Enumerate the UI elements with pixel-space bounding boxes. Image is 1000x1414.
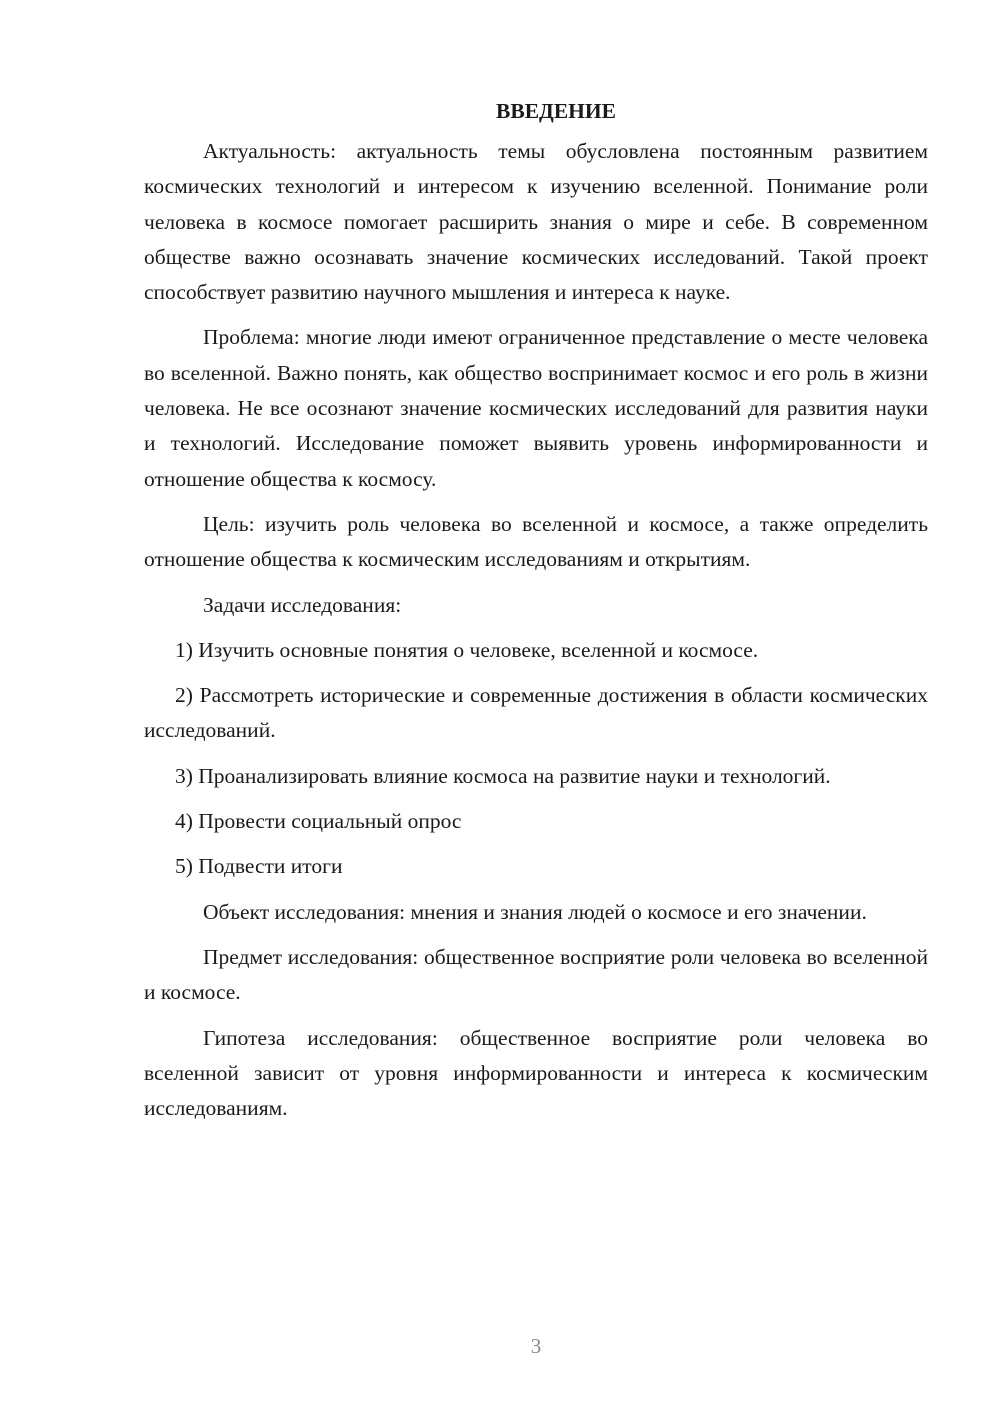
- task-item: 5) Подвести итоги: [175, 854, 343, 879]
- goal-paragraph: Цель: изучить роль человека во вселенной и космосе, а также определить отношение общества к космическим исследованиям и открытиям.: [144, 511, 928, 572]
- task-item: 4) Провести социальный опрос: [175, 809, 462, 834]
- hypothesis-paragraph: Гипотеза исследования: общественное восприятие роли человека во вселенной зависит от уровня информированности и интереса к космическим исследованиям.: [144, 1025, 928, 1121]
- object-paragraph: Объект исследования: мнения и знания людей о космосе и его значении.: [203, 899, 867, 924]
- page-content: [144, 96, 928, 1136]
- task-item: 2) Рассмотреть исторические и современные достижения в области космических исследований.: [144, 683, 928, 743]
- page-number: 3: [530, 1334, 542, 1358]
- task-item: 1) Изучить основные понятия о человеке, вселенной и космосе.: [175, 637, 759, 662]
- relevance-paragraph: Актуальность: актуальность темы обусловлена постоянным развитием космических технологий и интересом к изучению вселенной. Понимание роли человека в космосе помогает расширить знания о мире и себе. В современном обществе важно осознавать значение космических исследований. Такой проект способствует развитию научного мышления и интереса к науке.: [144, 139, 928, 305]
- problem-paragraph: Проблема: многие люди имеют ограниченное представление о месте человека во вселенной. Важно понять, как общество воспринимает космос и его роль в жизни человека. Не все осознают значение космических исследований для развития науки и технологий. Исследование поможет выявить уровень информированности и отношение общества к космосу.: [144, 325, 928, 491]
- task-item: 3) Проанализировать влияние космоса на развитие науки и технологий.: [175, 763, 831, 788]
- tasks-heading: Задачи исследования:: [203, 592, 402, 617]
- page-title: ВВЕДЕНИЕ: [496, 99, 616, 123]
- subject-paragraph: Предмет исследования: общественное восприятие роли человека во вселенной и космосе.: [144, 944, 928, 1005]
